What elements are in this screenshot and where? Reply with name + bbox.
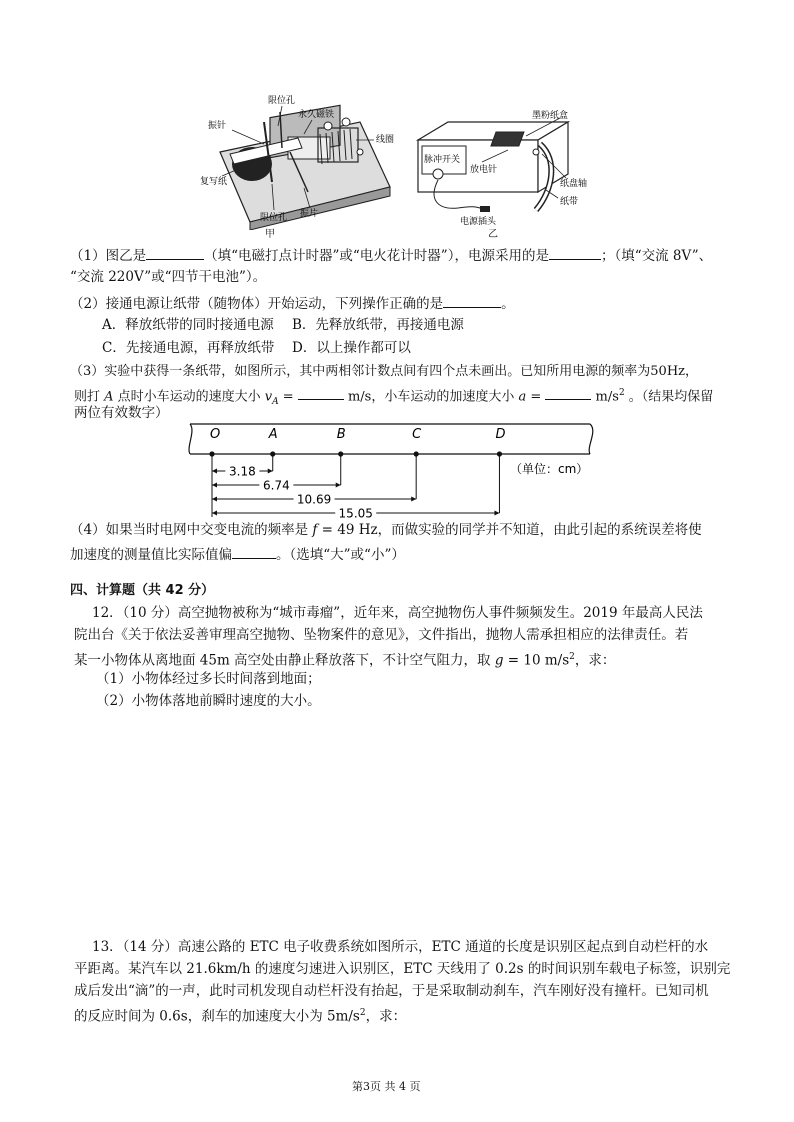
tape-measure-arrow (411, 497, 416, 502)
tape-label-O: O (210, 427, 221, 442)
tape-label-A: A (268, 427, 278, 442)
answer-blank-timer-type[interactable] (146, 245, 204, 260)
label-power-plug: 电源插头 (460, 217, 497, 227)
figure-jia-caption: 甲 (265, 229, 275, 240)
tape-distance-label: 6.74 (263, 478, 290, 493)
label-carbon-paper: 复写纸 (200, 177, 228, 187)
q11-part1-line1: （1）图乙是 （填“电磁打点计时器”或“电火花计时器”），电源采用的是 ；（填“交流 8V”、 (70, 245, 712, 265)
tape-measure-arrow (212, 469, 217, 474)
answer-blank-bias[interactable] (232, 544, 276, 559)
tape-label-D: D (495, 427, 506, 442)
q11-part3-line1: （3）实验中获得一条纸带，如图所示，其中两相邻计数点间有四个点未画出。已知所用电源的频率为50Hz， (70, 364, 698, 379)
label-permanent-magnet: 永久磁铁 (298, 110, 335, 120)
label-limit-hole-top: 限位孔 (268, 96, 296, 106)
tape-distance-label: 3.18 (229, 464, 256, 479)
tape-measure-arrow (268, 469, 273, 474)
label-pulse-switch: 脉冲开关 (424, 155, 461, 165)
figure-yi-caption: 乙 (488, 229, 498, 240)
q12-line1: 12．（10 分）高空抛物被称为“城市毒瘤”，近年来，高空抛物伤人事件频频发生。2019 年最高人民法 (92, 605, 703, 621)
q11-option-b: B．先释放纸带，再接通电源 (292, 317, 464, 333)
tape-measure-arrow (212, 497, 217, 502)
q11-part3-line2: 则打 A 点时小车运动的速度大小 $v_A = m/s$，小车运动的加速度大小 $a = m/s^2$ 。（结果均保留 (74, 384, 713, 411)
q11-option-a: A．释放纸带的同时接通电源 (102, 317, 274, 333)
answer-blank-operation[interactable] (443, 293, 501, 308)
q11-option-d: D．以上操作都可以 (292, 340, 411, 356)
answer-blank-acceleration[interactable] (545, 385, 591, 400)
answer-blank-power-source[interactable] (549, 245, 601, 260)
q13-line1: 13．（14 分）高速公路的 ETC 电子收费系统如图所示，ETC 通道的长度是识别区起点到自动栏杆的水 (92, 939, 709, 955)
q12-line3: 某一小物体从离地面 45m 高空处由静止释放落下，不计空气阻力，取 g = 10 $m/s^2$，求： (74, 652, 616, 669)
tape-unit-label: （单位：cm） (510, 462, 589, 476)
label-ink-powder-box: 墨粉纸盒 (532, 111, 569, 121)
q12-sub1: （1）小物体经过多长时间落到地面； (96, 671, 321, 687)
q11-part4-line2: 加速度的测量值比实际值偏 。（选填“大”或“小”） (70, 544, 405, 564)
page-footer: 第3页 共 4 页 (352, 1080, 421, 1093)
label-coil: 线圈 (376, 135, 395, 145)
tape-label-B: B (336, 427, 346, 442)
label-vibration-needle: 振针 (208, 121, 227, 131)
q11-part4-line1: （4）如果当时电网中交变电流的频率是 f = 49 Hz，而做实验的同学并不知道，由此引起的系统误差将使 (70, 522, 702, 538)
section4-title: 四、计算题（共 42 分） (70, 583, 215, 598)
tape-measure-arrow (336, 483, 341, 488)
q13-line4: 的反应时间为 0.6s，刹车的加速度大小为 $5m/s^2$，求： (74, 1008, 407, 1025)
q11-part3-line3: 两位有效数字） (74, 405, 169, 421)
q11-part2: （2）接通电源让纸带（随物体）开始运动，下列操作正确的是 。 (70, 293, 515, 313)
answer-blank-velocity[interactable] (298, 385, 344, 400)
figure-jia-electromagnetic-timer (200, 92, 400, 230)
tape-measure-arrow (212, 511, 217, 516)
q11-option-c: C．先接通电源，再释放纸带 (102, 340, 275, 356)
tape-measure-arrow (494, 511, 499, 516)
figure-yi-spark-timer (408, 110, 608, 228)
tape-distance-label: 15.05 (338, 506, 373, 521)
paper-tape-figure (186, 421, 606, 521)
q13-line3: 成后发出“滴”的一声，此时司机发现自动栏杆没有抬起，于是采取制动刹车，汽车刚好没有撞杆。已知司机 (74, 983, 709, 999)
q13-line2: 平距离。某汽车以 21.6km/h 的速度匀速进入识别区，ETC 天线用了 0.2s 的时间识别车载电子标签，识别完 (74, 961, 731, 977)
tape-label-C: C (412, 427, 422, 442)
q12-line2: 院出台《关于依法妥善审理高空抛物、坠物案件的意见》，文件指出，抛物人需承担相应的法律责任。若 (74, 627, 689, 643)
label-limit-hole-bottom: 限位孔 (260, 213, 288, 223)
label-discharge-needle: 放电针 (470, 165, 498, 175)
tape-distance-label: 10.69 (296, 492, 332, 507)
label-paper-tape: 纸带 (560, 197, 579, 207)
q12-sub2: （2）小物体落地前瞬时速度的大小。 (96, 693, 321, 709)
label-paper-shaft: 纸盘轴 (560, 179, 588, 189)
q11-part1-line2: “交流 220V”或“四节干电池”）。 (70, 269, 267, 285)
label-vibrating-plate: 振片 (300, 209, 319, 219)
tape-measure-arrow (212, 483, 217, 488)
